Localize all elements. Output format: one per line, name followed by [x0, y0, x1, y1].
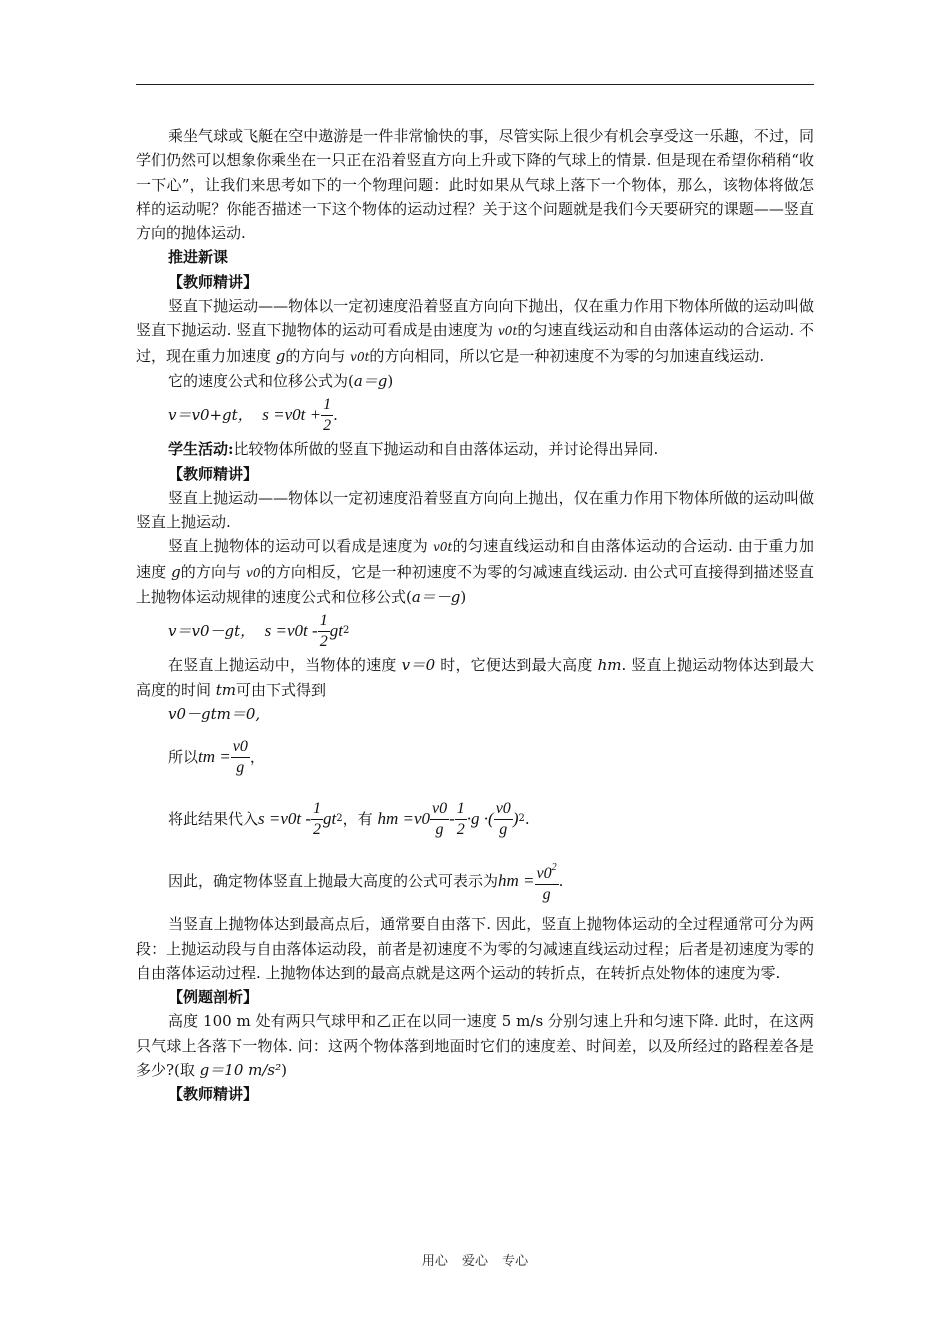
label-example: 【例题剖析】 — [168, 988, 259, 1007]
label-teacher-2: 【教师精讲】 — [168, 464, 259, 483]
equation-tm: 所以 tm = $\frac{v0}{g}$ ， — [168, 737, 265, 776]
fraction-half-4: $\frac{1}{2}$ — [456, 799, 465, 838]
intro-paragraph: 乘坐气球或飞艇在空中遨游是一件非常愉快的事，尽管实际上很少有机会享受这一乐趣，不过，同学们仍然可以想象你乘坐在一只正在沿着竖直方向上升或下降的气球上的情景. 但是现在希望你稍稍“收一下心”，让我们来思考如下的一个物理问题：此时如果从气球上落下一个物体，那么，该物体将做怎样的运动呢？你能否描述一下这个物体的运动过程？关于这个问题就是我们今天要研究的课题——竖直方向的抛体运动. — [136, 127, 814, 243]
upward-throw-definition: 竖直上抛运动——物体以一定初速度沿着竖直方向向上抛出，仅在重力作用下物体所做的运动叫做竖直上抛运动. — [136, 488, 814, 532]
equation-upward: v＝v0－gt， s =v0t - $\frac{1}{2}$ gt 2 — [168, 611, 350, 650]
document-body — [136, 124, 814, 1107]
equation-downward: v＝v0+gt， s =v0t + $\frac{1}{2}$ . — [168, 395, 338, 434]
fraction-v0sq-over-g: $\frac{v0^2}{g}$ — [535, 858, 559, 905]
fraction-v0-g-3: $\frac{v0}{g}$ — [495, 799, 511, 838]
student-activity: 学生活动:比较物体所做的竖直下抛运动和自由落体运动，并讨论得出异同. — [168, 440, 659, 459]
label-teacher-1: 【教师精讲】 — [168, 272, 259, 291]
downward-throw-paragraph: 竖直下抛运动——物体以一定初速度沿着竖直方向向下抛出，仅在重力作用下物体所做的运动叫做竖直下抛运动. 竖直下抛物体的运动可看成是由速度为 v0t的匀速直线运动和自由落体运动的合运动. 不过，现在重力加速度 g的方向与 v0t的方向相同，所以它是一种初速度不为零的匀加速直线运动. — [136, 297, 814, 365]
heading-new-lesson: 推进新课 — [168, 248, 229, 267]
equation-conclusion: 因此，确定物体竖直上抛最大高度的公式可表示为 hm = $\frac{v0^2}{g}$ . — [136, 850, 814, 912]
header-rule — [136, 84, 814, 85]
fraction-v0-over-g: $\frac{v0}{g}$ — [232, 737, 248, 776]
fraction-v0-g-2: $\frac{v0}{g}$ — [432, 799, 448, 838]
fraction-half: $\frac{1}{2}$ — [323, 395, 332, 434]
label-teacher-3: 【教师精讲】 — [168, 1085, 259, 1104]
equation-substitution: 将此结果代入 s =v0t - $\frac{1}{2}$ gt 2 ，有 hm =v0 $\frac{v0}{g}$ - $\frac{1}{2}$ ·g ·( $\frac{v0}{g}$ ) 2 . — [168, 799, 530, 838]
equation-zero: v0－gtm＝0, — [168, 704, 261, 723]
fraction-half-3: $\frac{1}{2}$ — [313, 799, 322, 838]
max-height-paragraph: 在竖直上抛运动中，当物体的速度 v＝0 时，它便达到最大高度 hm. 竖直上抛运动物体达到最大高度的时间 tm可由下式得到 — [136, 656, 814, 699]
formula-intro: 它的速度公式和位移公式为(a＝g) — [168, 371, 394, 390]
whole-process-paragraph: 当竖直上抛物体达到最高点后，通常要自由落下. 因此，竖直上抛物体运动的全过程通常可分为两段：上抛运动段与自由落体运动段，前者是初速度不为零的匀减速直线运动过程；后者是初速度为零的自由落体运动过程. 上抛物体达到的最高点就是这两个运动的转折点，在转折点处物体的速度为零. — [136, 915, 814, 982]
page-footer: 用心 爱心 专心 — [421, 1254, 529, 1269]
example-paragraph: 高度 100 m 处有两只气球甲和乙正在以同一速度 5 m/s 分别匀速上升和匀速下降. 此时，在这两只气球上各落下一物体. 问：这两个物体落到地面时它们的速度差、时间差，以及所经过的路程差各是多少?(取 g＝10 m/s²) — [136, 1012, 814, 1080]
fraction-half-2: $\frac{1}{2}$ — [319, 611, 328, 650]
upward-throw-paragraph: 竖直上抛物体的运动可以看成是速度为 v0t的匀速直线运动和自由落体运动的合运动. 由于重力加速度 g的方向与 v0的方向相反，它是一种初速度不为零的匀减速直线运动. 由公式可直接得到描述竖直上抛物体运动规律的速度公式和位移公式(a＝－g) — [136, 537, 814, 607]
